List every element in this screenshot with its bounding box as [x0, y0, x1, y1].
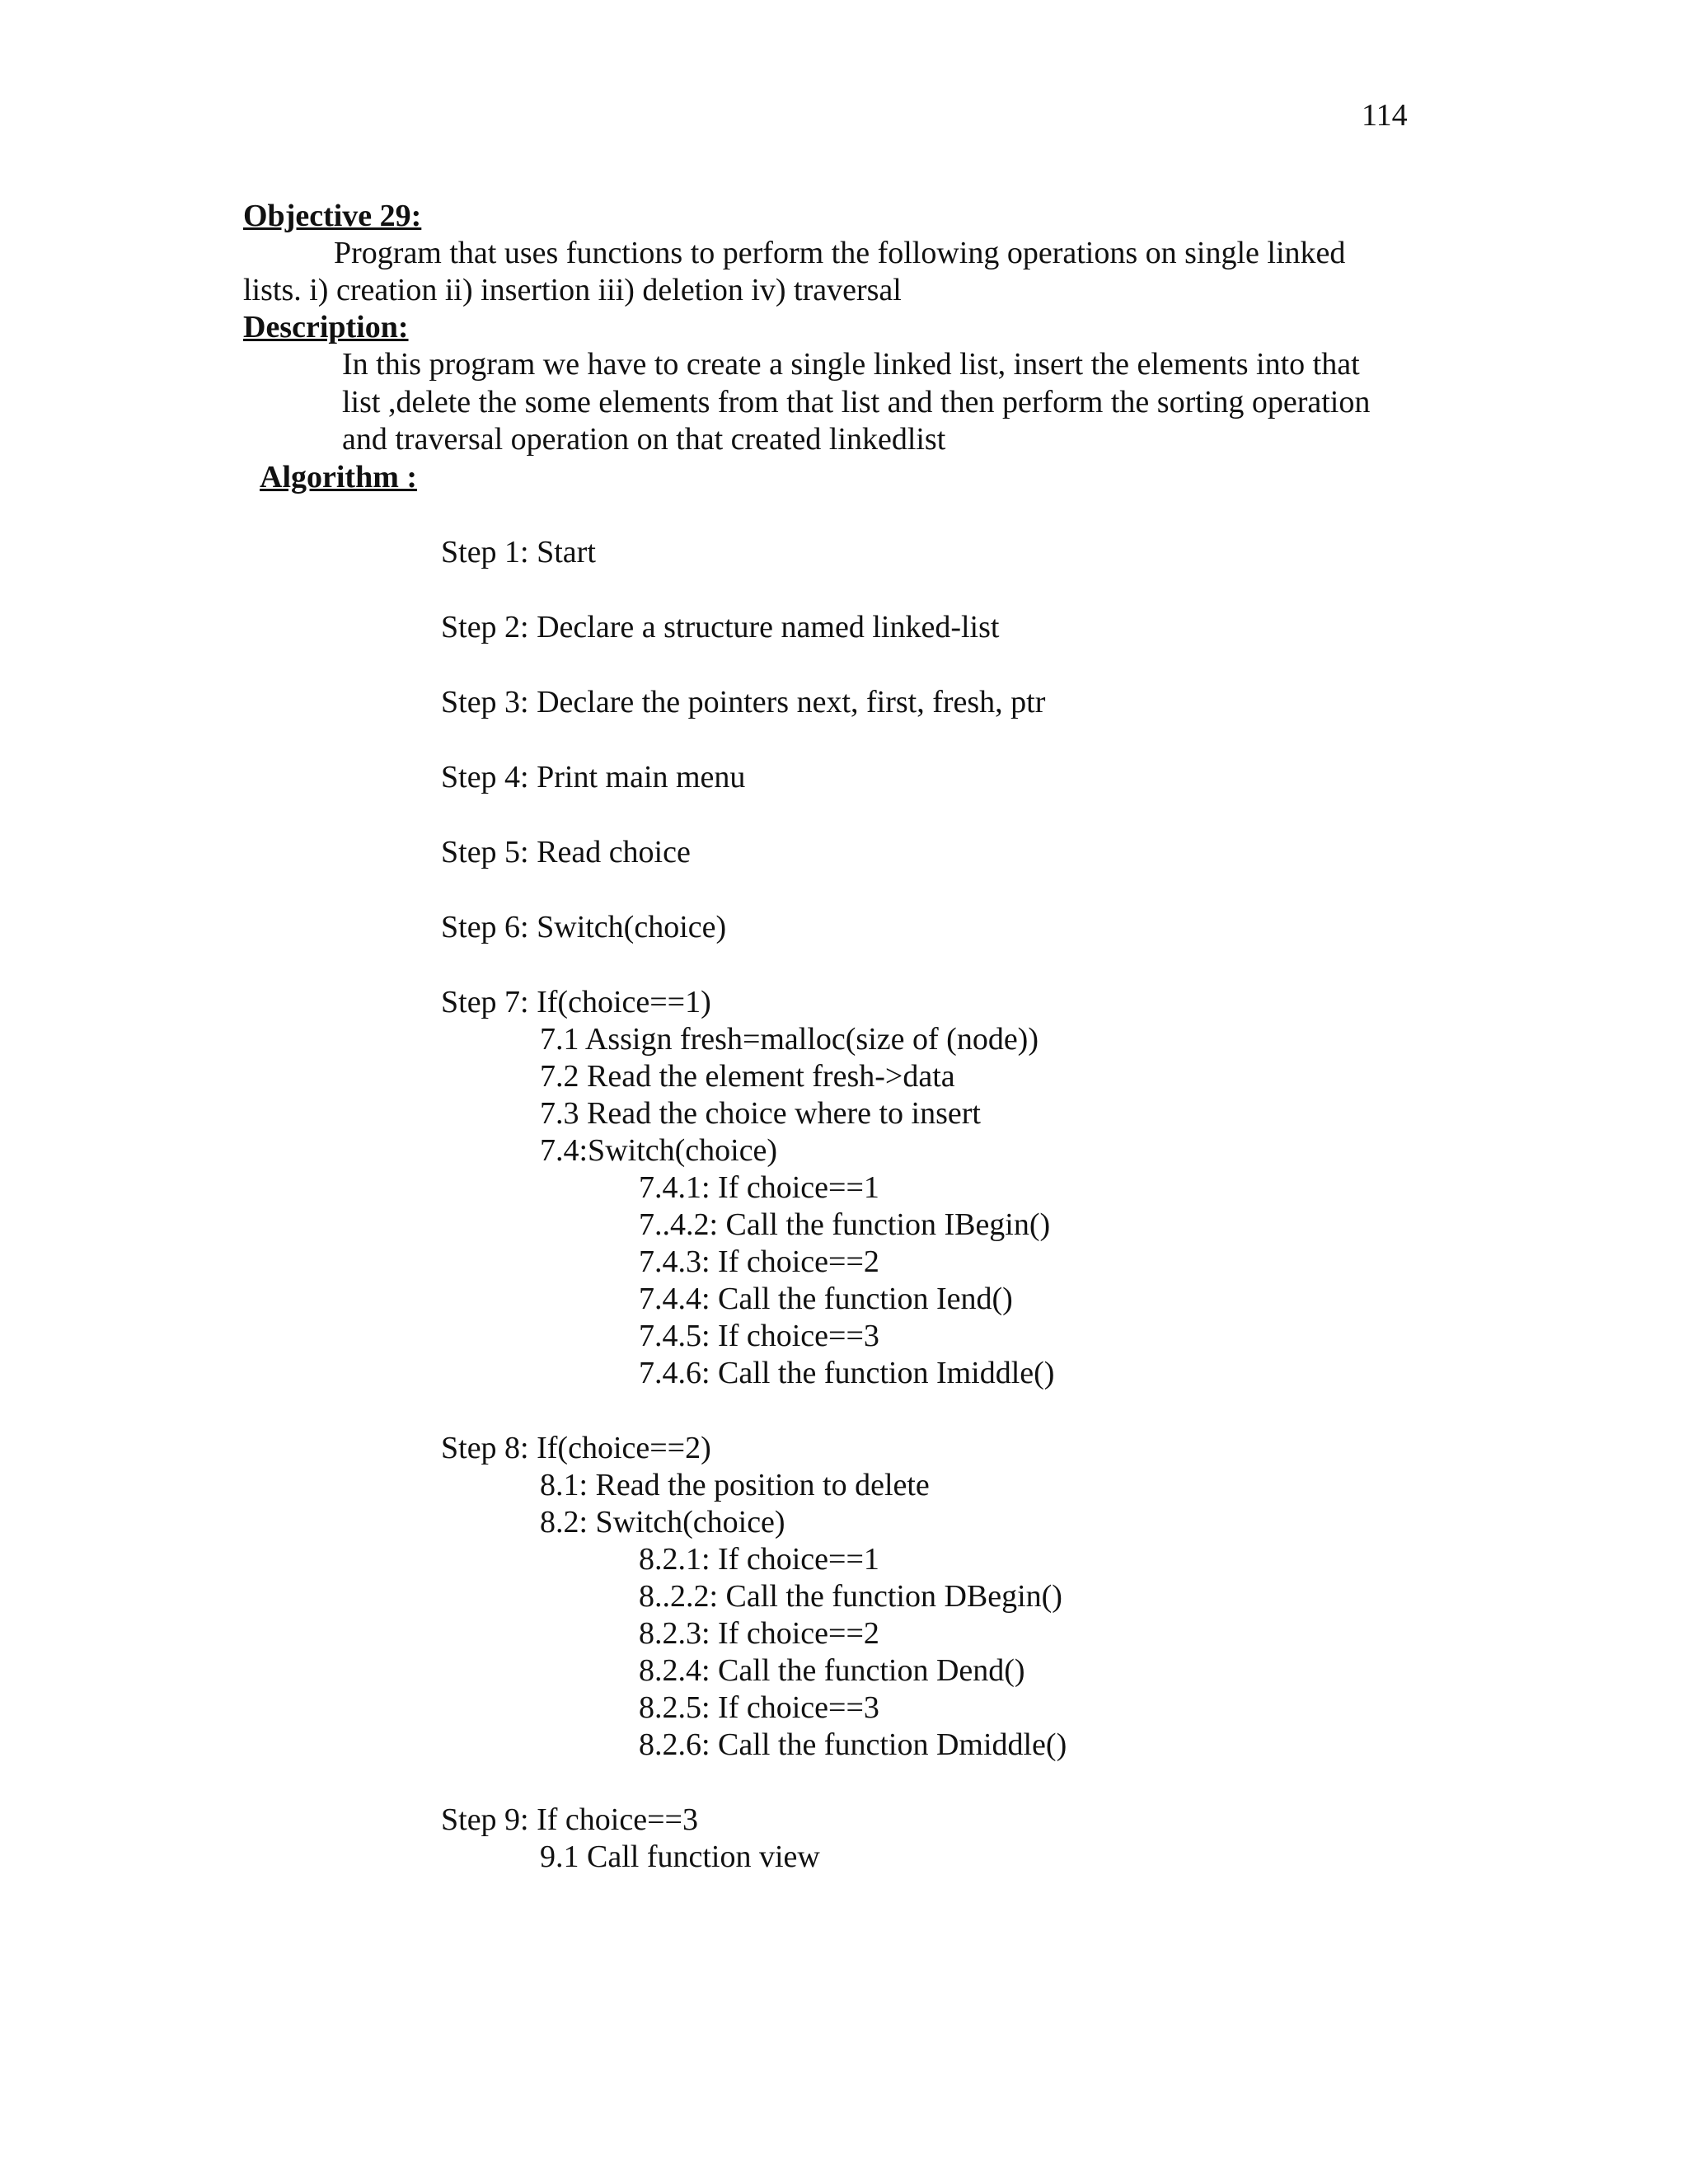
algorithm-substep: 7.4.1: If choice==1 — [639, 1170, 879, 1205]
algorithm-step-1: Step 1: Start — [441, 535, 596, 569]
algorithm-substep: 8..2.2: Call the function DBegin() — [639, 1579, 1062, 1614]
algorithm-substep: 8.1: Read the position to delete — [540, 1468, 930, 1502]
algorithm-substep: 7.4.5: If choice==3 — [639, 1319, 879, 1353]
description-line: In this program we have to create a single linked list, insert the elements into that — [342, 347, 1360, 382]
algorithm-step-6: Step 6: Switch(choice) — [441, 910, 727, 944]
algorithm-heading: Algorithm : — [260, 460, 418, 494]
description-line: list ,delete the some elements from that list and then perform the sorting operation — [342, 384, 1371, 419]
algorithm-step-9: Step 9: If choice==3 — [441, 1802, 698, 1837]
algorithm-substep: 7.4.4: Call the function Iend() — [639, 1282, 1013, 1316]
algorithm-substep: 7.4.3: If choice==2 — [639, 1244, 879, 1279]
algorithm-substep: 7.2 Read the element fresh->data — [540, 1059, 955, 1094]
algorithm-substep: 7.3 Read the choice where to insert — [540, 1096, 981, 1131]
objective-text-line-2: lists. i) creation ii) insertion iii) deletion iv) traversal — [243, 273, 902, 307]
algorithm-step-4: Step 4: Print main menu — [441, 760, 746, 794]
algorithm-substep: 8.2.3: If choice==2 — [639, 1616, 879, 1651]
algorithm-step-2: Step 2: Declare a structure named linked-list — [441, 610, 1000, 644]
algorithm-substep: 8.2.6: Call the function Dmiddle() — [639, 1727, 1067, 1762]
algorithm-step-3: Step 3: Declare the pointers next, first, fresh, ptr — [441, 685, 1046, 719]
algorithm-step-8: Step 8: If(choice==2) — [441, 1431, 711, 1465]
objective-heading: Objective 29: — [243, 199, 422, 233]
algorithm-substep: 8.2.1: If choice==1 — [639, 1542, 879, 1577]
algorithm-substep: 7.4.6: Call the function Imiddle() — [639, 1356, 1055, 1390]
page-number: 114 — [1362, 98, 1408, 133]
description-heading: Description: — [243, 310, 409, 344]
algorithm-substep: 7..4.2: Call the function IBegin() — [639, 1207, 1051, 1242]
algorithm-substep: 7.4:Switch(choice) — [540, 1133, 778, 1168]
description-text — [342, 346, 1370, 459]
algorithm-step-5: Step 5: Read choice — [441, 835, 691, 869]
description-line: and traversal operation on that created linkedlist — [342, 422, 946, 457]
algorithm-substep: 9.1 Call function view — [540, 1840, 820, 1874]
algorithm-substep: 8.2.5: If choice==3 — [639, 1690, 879, 1725]
algorithm-substep: 7.1 Assign fresh=malloc(size of (node)) — [540, 1022, 1039, 1057]
objective-text-line-1: Program that uses functions to perform the following operations on single linked — [334, 236, 1346, 270]
algorithm-substep: 8.2.4: Call the function Dend() — [639, 1653, 1025, 1688]
algorithm-substep: 8.2: Switch(choice) — [540, 1505, 785, 1540]
algorithm-step-7: Step 7: If(choice==1) — [441, 985, 711, 1019]
